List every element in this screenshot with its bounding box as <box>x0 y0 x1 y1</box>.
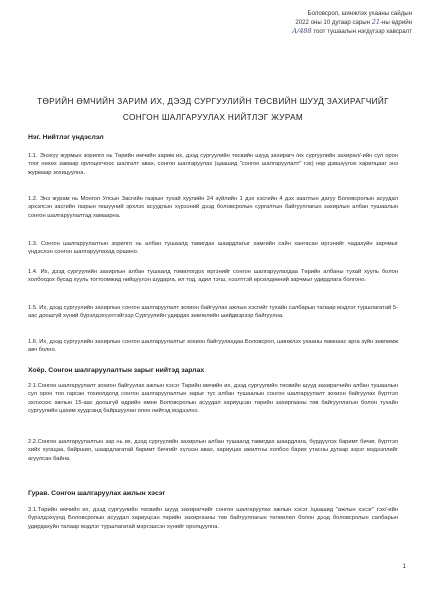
handwritten-order-number: А/488 <box>292 27 312 36</box>
page-number: 1 <box>402 563 406 570</box>
paragraph-1-3: 1.3. Сонгон шалгаруулалтын зорилго нь албан тушаалд тавигдах шаардлагыг хамгийн сайн хангасан иргэнийг чадахуйн зарчмыг үндэслэн сонгон шалгаруулахад оршино. <box>28 241 398 256</box>
paragraph-1-4: 1.4. Их, дээд сургуулийн захирлын албан тушаалд томилогдох иргэнийг сонгон шалгаруулахдаа Төрийн албаны тухай хууль болон холбогдох бусад хууль тогтоомжид нийцүүлэн шударга, ил тод, адил тэгш, нээлттэй өрсөлдөөний зарчмыг удирдлага болгоно. <box>28 269 398 284</box>
paragraph-1-2: 1.2. Энэ журам нь Монгол Улсын Засгийн газрын тухай хуулийн 24 зүйлийн 1 дэх хэсгийн 4 дэх заалтын дагуу Боловсролын асуудал эрхэлсэн засгийн газрын гишүүний эрхлэх асуудлын хүрээний дээд боловсролын сургалтын байгууллагын захирлын албан тушаалын сонгон шалгаруулалтад хамаарна. <box>28 196 398 219</box>
section-heading-2: Хоёр. Сонгон шалгаруулалтын зарыг нийтэд зарлах <box>28 367 205 374</box>
header-line-2-suffix: -ны өдрийн <box>380 19 412 27</box>
header-line-1: Боловсрол, шинжлэх ухааны сайдын <box>307 10 412 17</box>
title-line-1: ТӨРИЙН ӨМЧИЙН ЗАРИМ ИХ, ДЭЭД СУРГУУЛИЙН ТӨСВИЙН ШУУД ЗАХИРАГЧИЙГ <box>37 97 389 106</box>
header-line-2-prefix: 2022 оны 10 дугаар сарын <box>295 19 371 27</box>
handwritten-day: 21 <box>371 18 381 27</box>
paragraph-1-1: 1.1. Энэхүү журмын зорилго нь Төрийн өмчийн зарим их, дээд сургуулийн төсвийн шууд захирагч /их сургуулийн захирал/-ийн сул орон тоог нөхөх замаар орлоцогчоос шалгалт авах, сонгон шалгаруулах (цаашид "сонгон шалгаруулалт" гэх) нөр дэвшүүлэх харилцааг энэ журмаар зохицуулна. <box>28 153 398 176</box>
section-heading-3: Гурав. Сонгон шалгаруулах ажлын хэсэг <box>28 490 166 497</box>
header-line-2 <box>202 18 412 27</box>
paragraph-3-1: 3.1.Төрийн өмчийн их, дээд сургуулийн төсвийн шууд захирагчийг сонгон шалгаруулах ажлын хэсэг /цаашид "ажлын хэсэг" гэх/-ийн бүрэлдэхүүнд Боловсролын асуудал хариуцсан төрийн захиргааны төв байгууллагын төлөөлөл болон дээд боловсролын салбарын удирдахуйн талаар мэдлэг туршлагатай мэргэшсэн хүнийг оролцуулна. <box>28 507 398 530</box>
header-line-3 <box>202 27 412 36</box>
paragraph-2-2: 2.2.Сонгон шалгаруулалтын зар нь их, дээд сургуулийн захирлын албан тушаалд тавигдах шаардлага, бүрдүүлэх баримт бичиг, бүртгэл хийх хугацаа, байршил, шаардлагатай баримт бичгийг хүлээн авах, хариуцах ажилтны холбоо барих утасны дугаар зэрэг мэдээллийг агуулсан байна. <box>28 439 398 462</box>
paragraph-1-6: 1.6. Их, дээд сургуулийн захирлын сонгон шалгаруулалтыг зохион байгуулахдаа Боловсрол, шинжлэх ухааны яамнаас арга зүйн зөвлөмж авч болно. <box>28 339 398 354</box>
section-heading-1: Нэг. Нийтлэг үндэслэл <box>28 134 104 141</box>
title-line-2: СОНГОН ШАЛГАРУУЛАХ НИЙТЛЭГ ЖУРАМ <box>122 112 304 122</box>
appendix-header <box>202 10 412 37</box>
paragraph-2-1: 2.1.Сонгон шалгаруулалт зохион байгуулах ажлын хэсэг Төрийн өмчийн их, дээд сургуулийн төсвийн шууд захирагчийн албан тушаалын сул орон тоо гарсан тохиолдолд сонгон шалгаруулалтын зарыг тус албан тушаалын сонгон шалгаруулалт зохион байгуулах бүртгэл эхлэхээс ажлын 15-аас доошгүй өдрийн өмнө Боловсролын асуудал хариуцсан төрийн захиргааны төв байгууллагын болон тухайн сургуулийн цахим хуудсанд байршуулан олон нийтэд мэдээлнэ. <box>28 383 398 414</box>
paragraph-1-5: 1.5. Их, дээд сургуулийн захирлын сонгон шалгаруулалт зохион байгуулах ажлын хэсгийг тухайн салбарын талаар мэдлэг туршлагатай 5-аас доошгүй хүний бүрэлдэхүүнтэйгээр Сургуулийн удирдах зөвлөлийн шийдвэрээр байгуулна. <box>28 305 398 320</box>
header-line-3-suffix: тоот тушаалын нэгдүгээр хавсралт <box>313 28 412 36</box>
document-title <box>14 94 412 125</box>
